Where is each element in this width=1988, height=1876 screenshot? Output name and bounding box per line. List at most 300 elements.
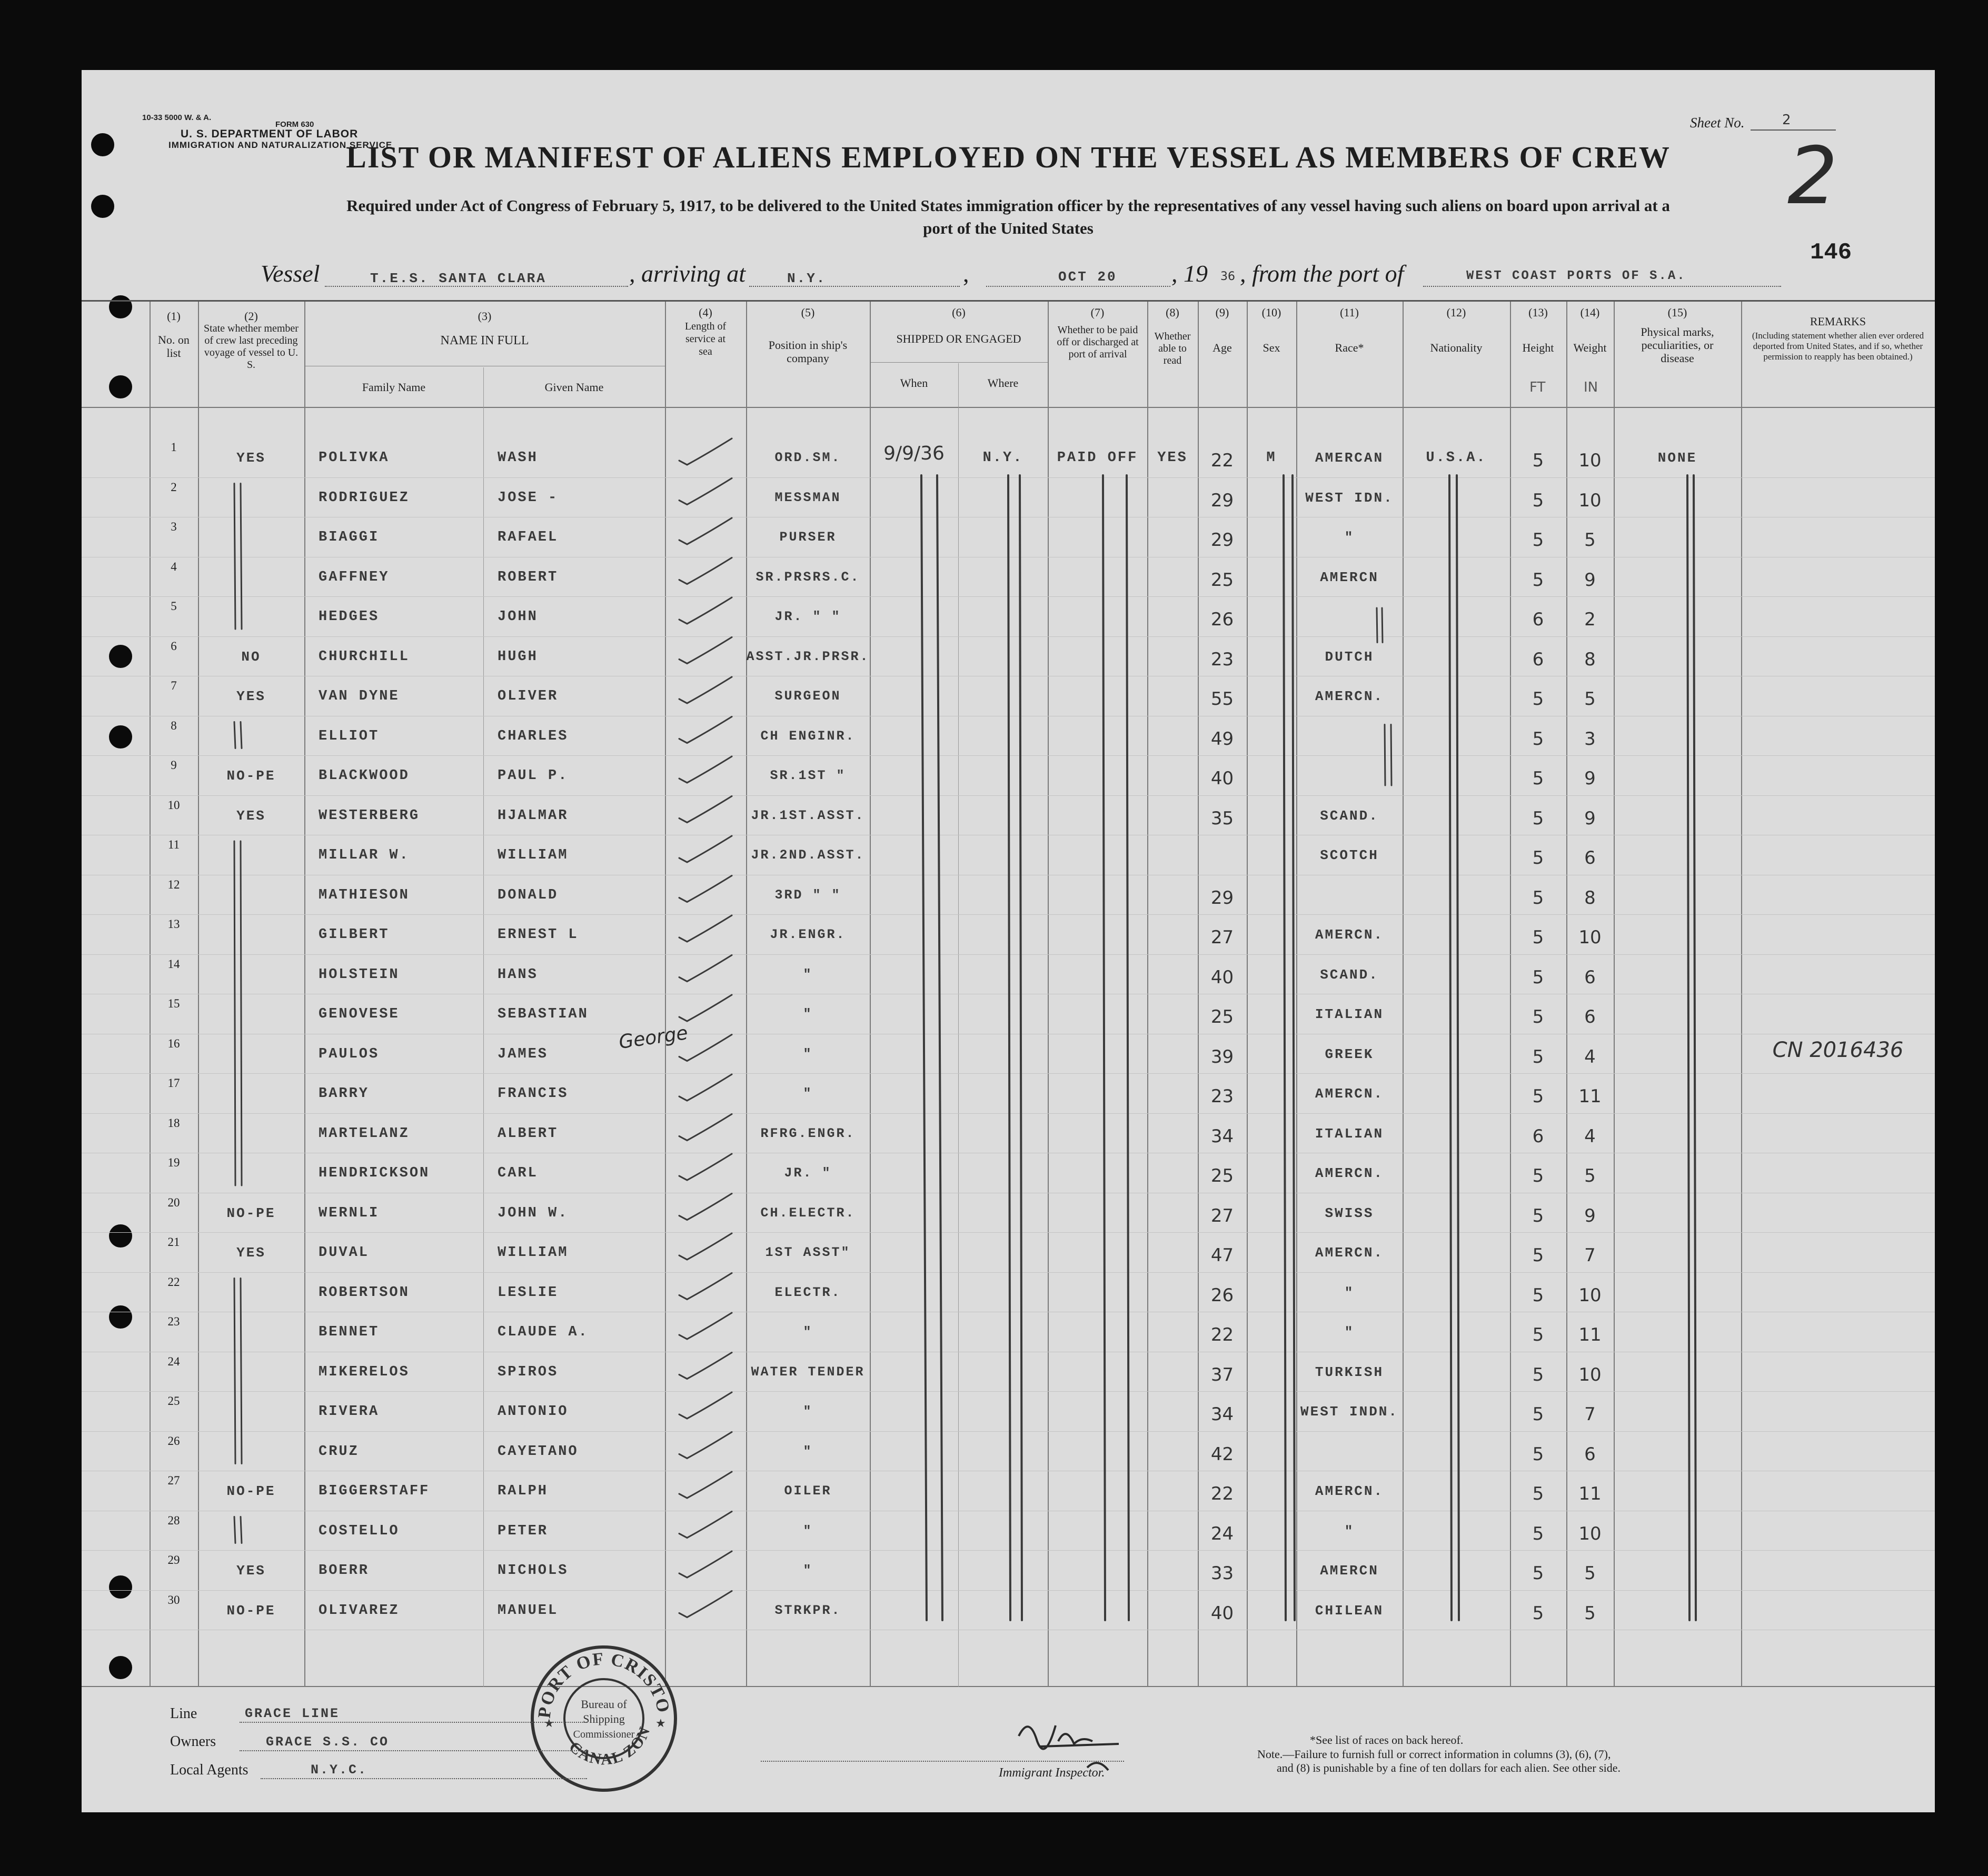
date-value: OCT 20 [1058,269,1117,285]
ditto-line [1020,475,1022,1620]
col4-number: (4) [699,306,712,319]
col9-header: Age [1212,341,1232,354]
cell-age: 26 [1210,1284,1234,1306]
cell-family: CRUZ [319,1443,359,1460]
form-id: 10-33 5000 W. & A. [142,113,212,122]
cell-race: SCAND. [1320,966,1379,983]
cell-family: RIVERA [319,1404,380,1420]
cell-n: 26 [167,1434,180,1448]
cell-inch: 5 [1584,688,1596,710]
stamp-number: 146 [1810,240,1852,266]
cell-inch: 6 [1584,1443,1596,1465]
col15-number: (15) [1667,306,1687,319]
ditto-line [1293,475,1295,1620]
cell-age: 29 [1210,490,1234,511]
cell-pos: JR.1ST.ASST. [751,807,865,823]
cell-n: 15 [167,997,180,1010]
cell-prev: NO [241,648,261,665]
cell-inch: 11 [1578,1483,1602,1504]
cell-inch: 9 [1584,807,1596,829]
owners-value: GRACE S.S. CO [266,1734,390,1750]
cell-race: WEST INDN. [1300,1404,1399,1420]
agents-underline [261,1778,587,1779]
cell-pos: JR.2ND.ASST. [751,847,865,863]
col12-header: Nationality [1430,341,1483,354]
cell-given: PAUL P. [498,768,569,784]
cell-given: JOSE - [498,490,559,506]
cell-prev: NO-PE [226,1205,276,1221]
cell-marks: NONE [1657,450,1697,466]
cell-pos: SR.PRSRS.C. [756,569,860,585]
col8-header: Whether able to read [1154,331,1191,366]
cell-family: RODRIGUEZ [319,490,410,506]
cell-ft: 5 [1532,768,1544,789]
stamp-center-2: Shipping [583,1712,625,1725]
cell-n: 10 [167,798,180,812]
cell-pos: PURSER [779,530,837,545]
cell-race: SCAND. [1320,807,1379,824]
service-checkmark [679,1074,732,1101]
cell-read: YES [1157,450,1188,466]
col14-number: (14) [1580,306,1600,319]
cell-race: CHILEAN [1315,1602,1384,1619]
cell-inch: 10 [1578,490,1602,511]
cell-race: AMERCN. [1315,1245,1384,1261]
cell-given: JOHN W. [498,1205,569,1221]
service-checkmark [679,438,732,465]
service-checkmark [679,1392,732,1419]
line-label: Line [170,1705,197,1722]
cell-family: ELLIOT [319,728,380,744]
cell-family: COSTELLO [319,1523,400,1539]
cell-age: 49 [1210,728,1234,750]
cell-where: N.Y. [982,450,1023,466]
cell-race: " [1344,1523,1355,1539]
cell-family: CHURCHILL [319,648,410,665]
ditto-line [1284,475,1286,1620]
cell-ft: 5 [1532,1324,1544,1345]
cell-pos: JR.ENGR. [770,927,846,942]
cell-pos: CH ENGINR. [760,728,856,744]
cell-ft: 5 [1532,1006,1544,1027]
cell-given: CLAUDE A. [498,1324,589,1340]
form-subtitle-2: port of the United States [923,219,1094,237]
cell-inch: 6 [1584,966,1596,988]
cell-family: BIAGGI [319,530,380,545]
cell-family: BARRY [319,1086,370,1102]
cell-n: 3 [171,520,177,533]
cell-race: AMERCN. [1315,1086,1384,1102]
comma: , [963,260,969,287]
note-line-1: Note.—Failure to furnish full or correct information in columns (3), (6), (7), [1257,1748,1611,1761]
cell-ft: 5 [1532,728,1544,750]
cell-n: 13 [167,917,180,931]
ditto-line [1103,475,1105,1620]
service-checkmark [679,637,732,664]
cell-race: " [1344,1284,1355,1301]
cell-inch: 10 [1578,1523,1602,1544]
service-checkmark [679,1551,732,1578]
cell-given: RALPH [498,1483,549,1499]
cell-given: RAFAEL [498,530,559,545]
cell-ft: 5 [1532,1563,1544,1584]
cell-n: 19 [167,1156,180,1169]
cell-inch: 9 [1584,1205,1596,1226]
cell-ft: 5 [1532,1284,1544,1306]
cell-inch: 4 [1584,1046,1596,1067]
cell-age: 34 [1210,1404,1234,1425]
given-name-overwrite: George [617,1022,690,1053]
service-checkmark [679,1273,732,1300]
cell-family: BENNET [319,1324,380,1340]
service-checkmark [679,1591,732,1618]
cell-family: WESTERBERG [319,807,420,824]
col2-number: (2) [244,310,258,323]
cell-given: CHARLES [498,728,569,744]
cell-inch: 3 [1584,728,1596,750]
inspector-label: Immigrant Inspector. [999,1766,1105,1780]
ditto-line [937,475,942,1620]
ditto-line [1449,475,1452,1620]
cell-prev: NO-PE [226,1483,276,1499]
cell-ft: 5 [1532,1165,1544,1186]
cell-ft: 5 [1532,1443,1544,1465]
cell-ft: 5 [1532,1602,1544,1624]
manifest-sheet [82,70,1935,1812]
owners-underline [240,1750,587,1751]
cell-prev: YES [236,807,266,824]
cell-age: 24 [1210,1523,1234,1544]
line-underline [240,1722,587,1723]
cell-family: GILBERT [319,927,390,943]
col5-header: Position in ship's company [768,338,848,365]
service: IMMIGRATION AND NATURALIZATION SERVICE [168,140,393,150]
ditto-line [241,1517,242,1543]
port-stamp [529,1644,679,1794]
col1-header: No. on list [158,333,190,360]
cell-n: 14 [167,957,180,971]
col10-number: (10) [1261,306,1281,319]
sheet-big-number: 2 [1787,131,1838,222]
cell-n: 20 [167,1195,180,1209]
service-checkmark [679,1233,732,1260]
cell-n: 16 [167,1036,180,1050]
cell-family: WERNLI [319,1205,380,1221]
col14-header: Weight [1573,341,1607,354]
service-checkmark [679,1353,732,1379]
cell-age: 29 [1210,530,1234,551]
cell-inch: 10 [1578,1284,1602,1306]
cell-given: HJALMAR [498,807,569,824]
cell-ft: 5 [1532,1364,1544,1385]
cell-age: 25 [1210,1165,1234,1186]
cell-inch: 10 [1578,927,1602,948]
cell-age: 22 [1210,1324,1234,1345]
cell-n: 11 [167,838,180,851]
cell-inch: 8 [1584,648,1596,670]
cell-pos: JR. " [784,1165,832,1181]
col9-number: (9) [1215,306,1229,319]
col13-unit: FT [1529,380,1546,395]
ditto-line [1457,475,1459,1620]
service-checkmark [679,1313,732,1339]
cell-inch: 9 [1584,569,1596,591]
cell-given: FRANCIS [498,1086,569,1102]
service-checkmark [679,1194,732,1220]
cell-n: 9 [171,759,177,772]
ditto-line [921,475,927,1620]
races-note: *See list of races on back hereof. [1310,1733,1464,1747]
cell-race: AMERCN. [1315,927,1384,943]
col3a-header: Family Name [362,381,426,394]
cell-remarks: CN 2016436 [1772,1037,1904,1062]
cell-family: MILLAR W. [319,847,410,863]
cell-given: SEBASTIAN [498,1006,589,1022]
cell-inch: 5 [1584,1165,1596,1186]
col11-number: (11) [1340,306,1359,319]
cell-race: ITALIAN [1315,1006,1384,1022]
ditto-line [241,722,242,749]
cell-pos: " [803,1443,813,1459]
cell-pos: ASST.JR.PRSR. [746,648,870,664]
cell-ft: 5 [1532,450,1544,471]
cell-n: 22 [167,1275,180,1289]
cell-family: HENDRICKSON [319,1165,430,1181]
cell-age: 29 [1210,887,1234,909]
cell-n: 5 [171,600,177,613]
service-checkmark [679,717,732,743]
cell-age: 22 [1210,1483,1234,1504]
col10-header: Sex [1263,341,1280,354]
cell-age: 25 [1210,1006,1234,1027]
col12-number: (12) [1446,306,1466,319]
cell-given: ALBERT [498,1125,559,1142]
cell-prev: NO-PE [226,768,276,784]
cell-race: WEST IDN. [1305,490,1394,506]
service-checkmark [679,518,732,544]
cell-pos: " [803,1324,813,1340]
col4-header: Length of service at sea [684,321,727,357]
cell-family: PAULOS [319,1046,380,1062]
cell-n: 24 [167,1354,180,1368]
cell-n: 17 [167,1076,180,1090]
cell-given: HANS [498,966,538,983]
cell-prev: NO-PE [226,1602,276,1619]
cell-given: WILLIAM [498,847,569,863]
cell-inch: 11 [1578,1086,1602,1107]
service-checkmark [679,756,732,783]
cell-n: 8 [171,719,177,732]
cell-n: 30 [167,1593,180,1606]
col6b-header: Where [987,376,1019,390]
service-checkmark [679,1512,732,1538]
service-checkmark [679,915,732,942]
cell-pos: CH.ELECTR. [760,1205,856,1221]
col11-header: Race* [1335,341,1364,354]
cell-pos: " [803,1523,813,1539]
cell-ft: 6 [1532,1125,1544,1147]
col3-number: (3) [478,310,492,323]
cell-inch: 10 [1578,1364,1602,1385]
cell-family: ROBERTSON [319,1284,410,1301]
cell-pos: " [803,1046,813,1062]
cell-ft: 5 [1532,887,1544,909]
cell-ft: 5 [1532,530,1544,551]
cell-family: HOLSTEIN [319,966,400,983]
cell-family: BOERR [319,1563,370,1579]
cell-race: SWISS [1325,1205,1374,1221]
from-port-label: , from the port of [1240,260,1404,287]
cell-pos: SURGEON [774,688,841,704]
cell-race: SCOTCH [1320,847,1379,863]
cell-family: POLIVKA [319,450,390,466]
cell-age: 42 [1210,1443,1234,1465]
cell-age: 26 [1210,609,1234,630]
cell-ft: 5 [1532,1245,1544,1266]
cell-age: 25 [1210,569,1234,591]
cell-pos: JR. " " [774,609,841,624]
ditto-line [234,1517,235,1543]
cell-inch: 4 [1584,1125,1596,1147]
service-checkmark [679,478,732,505]
stamp-outer-text: PORT OF CRISTO [534,1649,673,1719]
cell-family: GAFFNEY [319,569,390,585]
col3b-header: Given Name [544,381,604,394]
cell-age: 35 [1210,807,1234,829]
cell-pos: STRKPR. [774,1602,841,1618]
ditto-line [1127,475,1129,1620]
cell-age: 47 [1210,1245,1234,1266]
col1-number: (1) [167,310,181,323]
cell-n: 21 [167,1235,180,1249]
cell-given: JOHN [498,609,538,625]
col7-number: (7) [1090,306,1105,319]
cell-pos: ELECTR. [774,1284,841,1300]
stamp-center-3: Commissioner [573,1729,635,1740]
cell-pos: " [803,1006,813,1022]
cell-paid: PAID OFF [1057,450,1138,466]
cell-inch: 6 [1584,847,1596,869]
cell-family: GENOVESE [319,1006,400,1022]
cell-age: 40 [1210,966,1234,988]
service-checkmark [679,876,732,902]
cell-n: 18 [167,1116,180,1130]
cell-pos: " [803,1563,813,1578]
remarks-subheader: (Including statement whether alien ever ordered deported from United States, and if so, whether permission to reapply has been obtained.) [1752,331,1924,362]
cell-family: MIKERELOS [319,1364,410,1380]
cell-inch: 8 [1584,887,1596,909]
cell-inch: 10 [1578,450,1602,471]
cell-age: 23 [1210,648,1234,670]
cell-ft: 6 [1532,648,1544,670]
cell-pos: " [803,1404,813,1419]
cell-given: LESLIE [498,1284,559,1301]
cell-given: SPIROS [498,1364,559,1380]
ditto-line [234,484,235,630]
cell-family: MATHIESON [319,887,410,903]
stamp-star-icon: ★ [655,1717,666,1730]
cell-pos: 1ST ASST" [765,1245,851,1260]
cell-race: " [1344,530,1355,545]
col8-number: (8) [1166,306,1179,319]
ditto-line [1382,608,1383,643]
col13-number: (13) [1528,306,1548,319]
col7-header: Whether to be paid off or discharged at port of arrival [1057,324,1139,360]
cell-pos: OILER [784,1483,832,1499]
cell-family: VAN DYNE [319,688,400,704]
cell-ft: 5 [1532,1404,1544,1425]
cell-n: 25 [167,1394,180,1408]
cell-pos: WATER TENDER [751,1364,865,1380]
cell-family: OLIVAREZ [319,1602,400,1619]
cell-race: " [1344,1324,1355,1340]
ditto-line [241,484,242,630]
cell-ft: 5 [1532,1046,1544,1067]
vessel-value: T.E.S. SANTA CLARA [370,271,546,286]
cell-race: TURKISH [1315,1364,1384,1380]
cell-age: 34 [1210,1125,1234,1147]
stamp-star-icon: ★ [544,1717,554,1730]
cell-n: 27 [167,1474,180,1487]
form-number: FORM 630 [275,120,314,129]
cell-age: 40 [1210,1602,1234,1624]
cell-given: ANTONIO [498,1404,569,1420]
cell-race: DUTCH [1325,648,1374,665]
cell-n: 29 [167,1553,180,1566]
cell-age: 55 [1210,688,1234,710]
service-checkmark [679,955,732,982]
cell-ft: 5 [1532,847,1544,869]
cell-given: CARL [498,1165,538,1181]
col6a-header: When [900,376,928,390]
cell-given: ROBERT [498,569,559,585]
cell-ft: 5 [1532,688,1544,710]
cell-pos: " [803,1086,813,1101]
col13-header: Height [1522,341,1554,354]
ditto-line [1008,475,1010,1620]
cell-nat: U.S.A. [1426,450,1487,466]
cell-age: 23 [1210,1086,1234,1107]
cell-age: 39 [1210,1046,1234,1067]
cell-age: 27 [1210,927,1234,948]
cell-given: JAMES [498,1046,549,1062]
service-checkmark [679,995,732,1021]
cell-race: AMERCN. [1315,688,1384,704]
form-title: LIST OR MANIFEST OF ALIENS EMPLOYED ON THE VESSEL AS MEMBERS OF CREW [346,140,1671,174]
service-checkmark [679,597,732,624]
cell-race: ITALIAN [1315,1125,1384,1142]
ditto-line [1687,475,1689,1620]
arriving-value: N.Y. [787,271,827,286]
cell-race: GREEK [1325,1046,1374,1062]
cell-ft: 5 [1532,1483,1544,1504]
cell-prev: YES [236,1563,266,1579]
service-checkmark [679,677,732,703]
cell-family: BIGGERSTAFF [319,1483,430,1499]
cell-inch: 7 [1584,1404,1596,1425]
cell-age: 33 [1210,1563,1234,1584]
cell-inch: 2 [1584,609,1596,630]
arriving-label: , arriving at [629,260,746,287]
cell-age: 27 [1210,1205,1234,1226]
cell-pos: MESSMAN [774,490,841,505]
cell-given: WASH [498,450,538,466]
cell-race: AMERCN. [1315,1165,1384,1181]
cell-ft: 5 [1532,569,1544,591]
agents-label: Local Agents [170,1762,248,1778]
note-line-2: and (8) is punishable by a fine of ten dollars for each alien. See other side. [1277,1761,1621,1774]
cell-family: MARTELANZ [319,1125,410,1142]
